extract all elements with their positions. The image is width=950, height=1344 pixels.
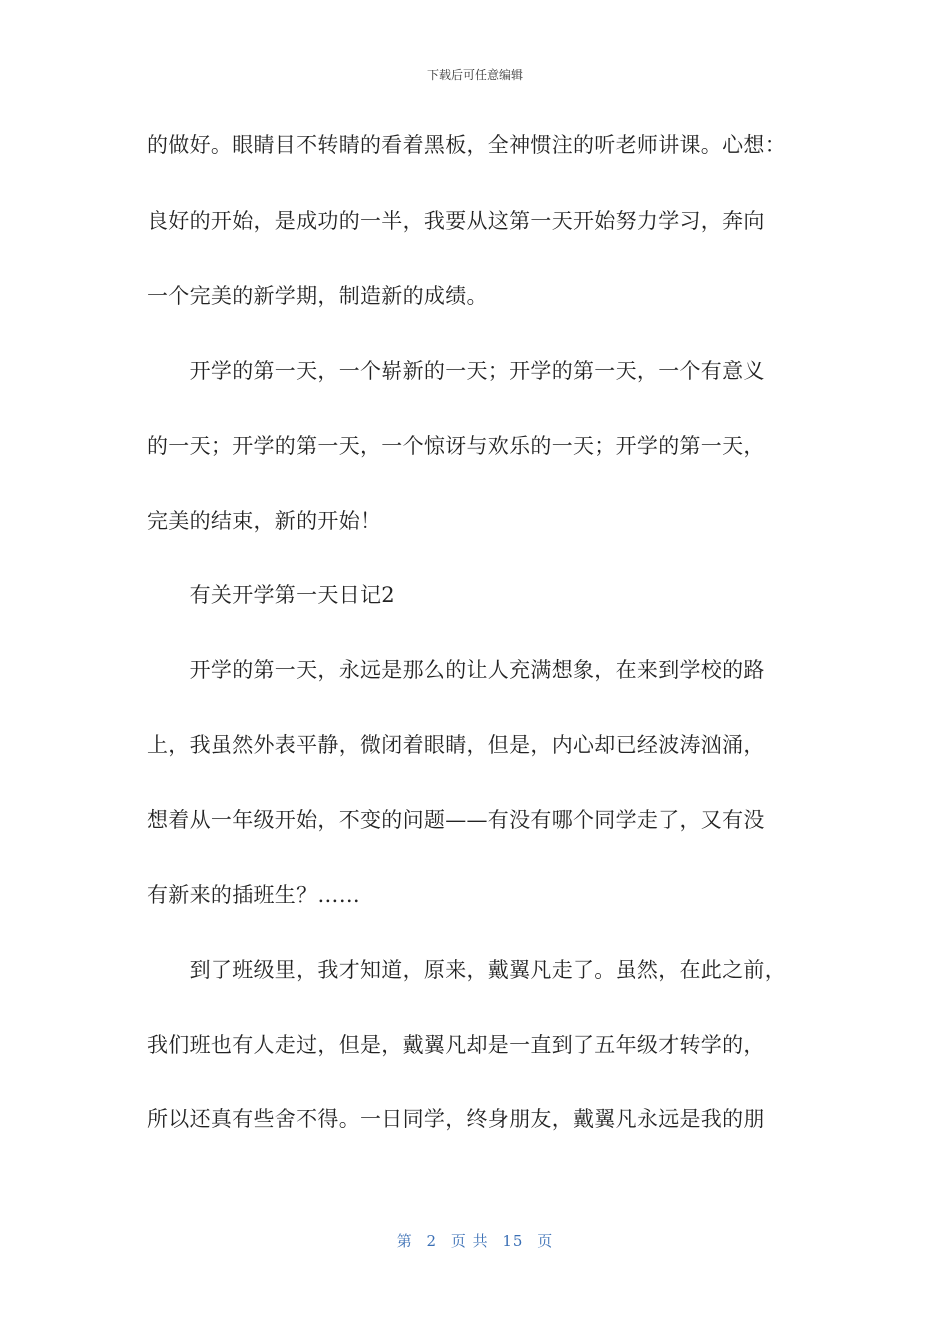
text-line: 我们班也有人走过，但是，戴翼凡却是一直到了五年级才转学的， <box>147 1033 765 1057</box>
current-page-number: 2 <box>426 1232 438 1250</box>
footer-prefix: 第 <box>396 1232 413 1250</box>
page-footer <box>0 1230 950 1251</box>
text-line: 良好的开始，是成功的一半，我要从这第一天开始努力学习，奔向 <box>147 209 765 233</box>
text-line: 的做好。眼睛目不转睛的看着黑板，全神惯注的听老师讲课。心想： <box>147 133 786 157</box>
text-line: 想着从一年级开始，不变的问题——有没有哪个同学走了，又有没 <box>147 808 765 832</box>
text-line: 一个完美的新学期，制造新的成绩。 <box>147 284 488 308</box>
text-line: 所以还真有些舍不得。一日同学，终身朋友，戴翼凡永远是我的朋 <box>147 1107 765 1131</box>
text-line: 上，我虽然外表平静，微闭着眼睛，但是，内心却已经波涛汹涌， <box>147 733 765 757</box>
text-line: 完美的结束，新的开始！ <box>147 509 382 533</box>
section-heading: 有关开学第一天日记2 <box>147 583 395 607</box>
total-pages: 15 <box>502 1232 524 1250</box>
footer-suffix: 页 <box>537 1232 554 1250</box>
text-line: 有新来的插班生？…… <box>147 883 360 907</box>
text-line: 的一天；开学的第一天，一个惊讶与欢乐的一天；开学的第一天， <box>147 434 765 458</box>
page-header: 下载后可任意编辑 <box>426 68 523 82</box>
text-line: 到了班级里，我才知道，原来，戴翼凡走了。虽然，在此之前， <box>147 958 786 982</box>
text-line: 开学的第一天，永远是那么的让人充满想象，在来到学校的路 <box>147 658 765 682</box>
text-line: 开学的第一天，一个崭新的一天；开学的第一天，一个有意义 <box>147 359 765 383</box>
footer-middle: 页 共 <box>450 1232 489 1250</box>
